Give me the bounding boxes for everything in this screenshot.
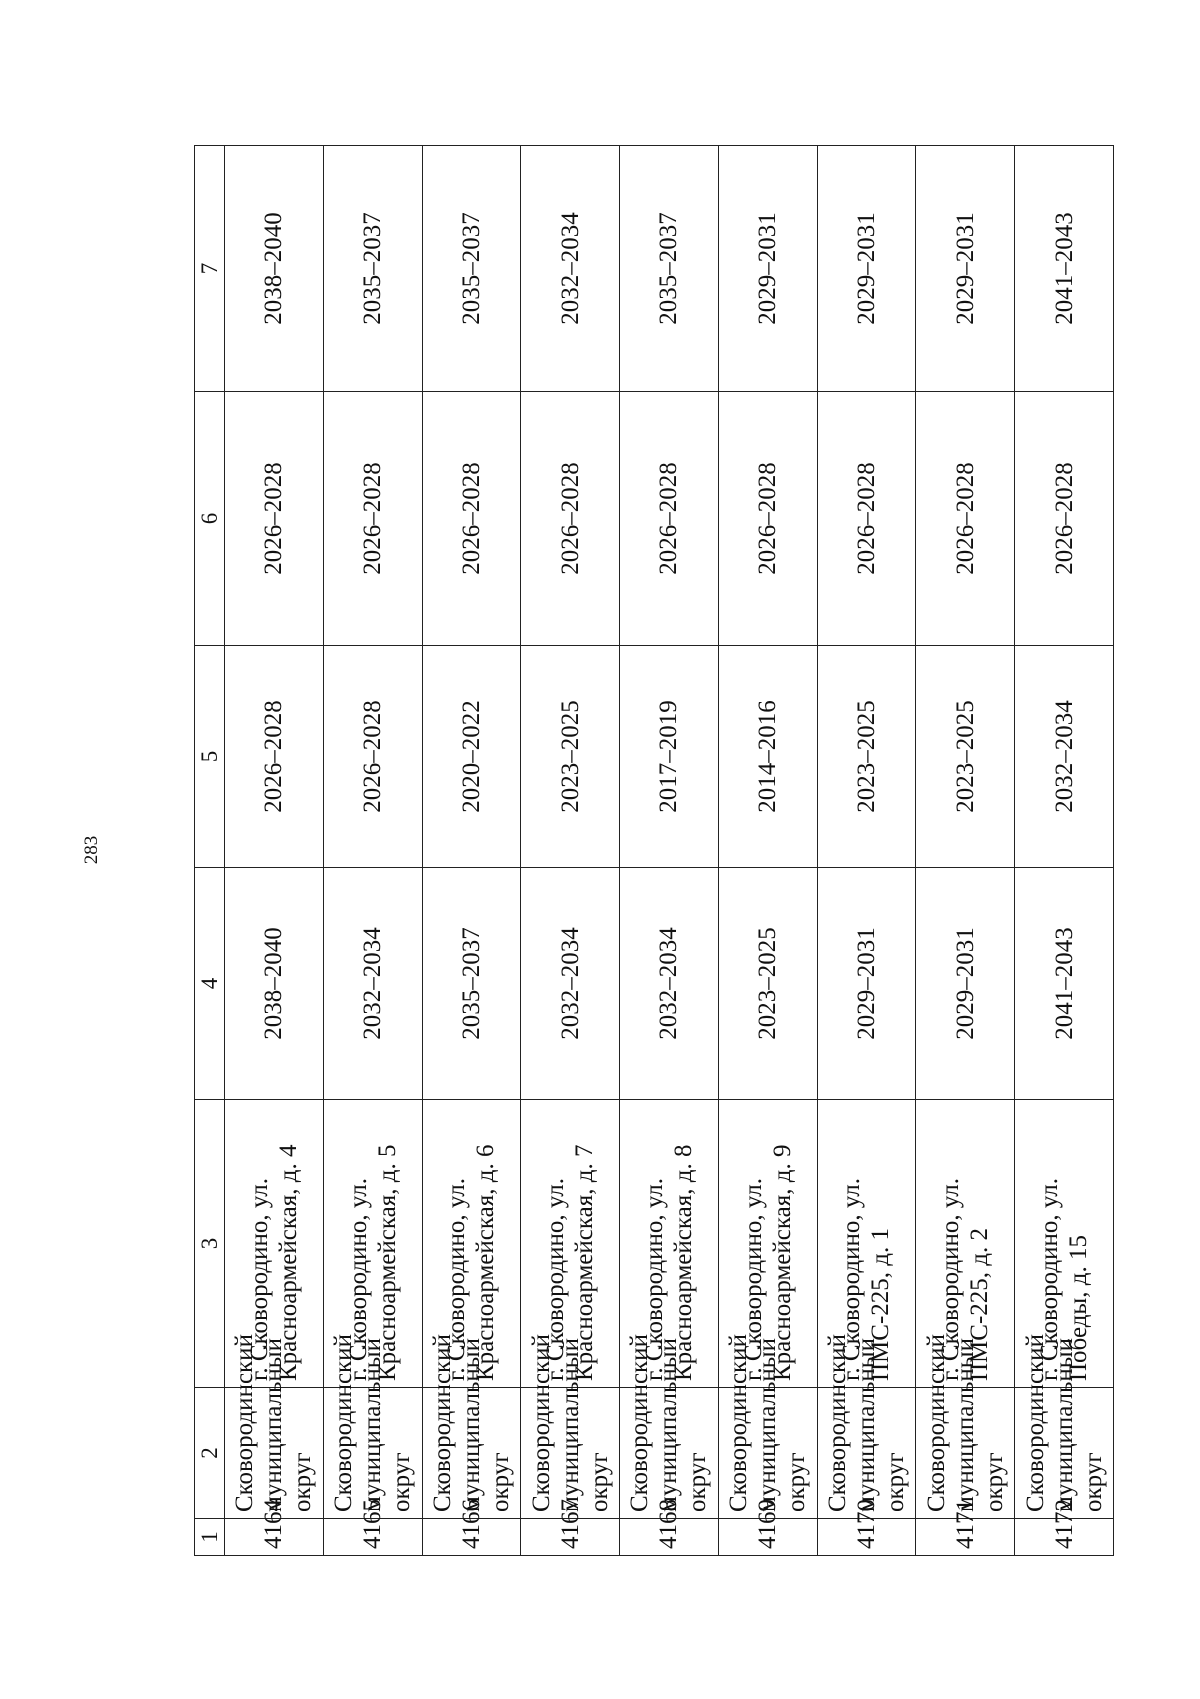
table-row [620,146,719,1556]
column-header: 2 [195,1388,225,1519]
period-cell: 2026–2028 [225,646,324,868]
table-row [225,146,324,1556]
period-cell: 2026–2028 [620,392,719,646]
table-row [521,146,620,1556]
row-number: 4164 [225,1519,324,1556]
address-cell: г. Сковородино, ул. Красноармейская, д. 7 [521,1100,620,1388]
register-table [194,145,1114,1556]
period-cell: 2041–2043 [1015,868,1114,1100]
period-cell: 2041–2043 [1015,146,1114,392]
address-cell: г. Сковородино, ул. Победы, д. 15 [1015,1100,1114,1388]
period-cell: 2032–2034 [521,868,620,1100]
period-cell: 2035–2037 [620,146,719,392]
row-number: 4172 [1015,1519,1114,1556]
table-row [817,146,916,1556]
address-cell: г. Сковородино, ул. Красноармейская, д. 4 [225,1100,324,1388]
row-number: 4169 [718,1519,817,1556]
column-header: 4 [195,868,225,1100]
municipality-cell: Сковородинский муниципальный округ [718,1388,817,1519]
period-cell: 2026–2028 [323,646,422,868]
table-container [194,146,1114,1556]
period-cell: 2032–2034 [1015,646,1114,868]
period-cell: 2035–2037 [323,146,422,392]
period-cell: 2035–2037 [422,868,521,1100]
municipality-cell: Сковородинский муниципальный округ [422,1388,521,1519]
page-number: 283 [81,835,102,865]
period-cell: 2029–2031 [916,868,1015,1100]
row-number: 4165 [323,1519,422,1556]
municipality-cell: Сковородинский муниципальный округ [817,1388,916,1519]
period-cell: 2035–2037 [422,146,521,392]
period-cell: 2026–2028 [817,392,916,646]
column-header: 5 [195,646,225,868]
period-cell: 2026–2028 [916,392,1015,646]
period-cell: 2029–2031 [817,868,916,1100]
municipality-cell: Сковородинский муниципальный округ [323,1388,422,1519]
period-cell: 2029–2031 [817,146,916,392]
period-cell: 2026–2028 [718,392,817,646]
period-cell: 2032–2034 [620,868,719,1100]
table-row [916,146,1015,1556]
period-cell: 2017–2019 [620,646,719,868]
municipality-cell: Сковородинский муниципальный округ [521,1388,620,1519]
period-cell: 2026–2028 [323,392,422,646]
column-header: 6 [195,392,225,646]
row-number: 4170 [817,1519,916,1556]
period-cell: 2020–2022 [422,646,521,868]
period-cell: 2023–2025 [817,646,916,868]
address-cell: г. Сковородино, ул. Красноармейская, д. 6 [422,1100,521,1388]
address-cell: г. Сковородино, ул. Красноармейская, д. 5 [323,1100,422,1388]
address-cell: г. Сковородино, ул. ПМС-225, д. 2 [916,1100,1015,1388]
address-cell: г. Сковородино, ул. ПМС-225, д. 1 [817,1100,916,1388]
period-cell: 2023–2025 [916,646,1015,868]
row-number: 4168 [620,1519,719,1556]
table-row [718,146,817,1556]
period-cell: 2032–2034 [323,868,422,1100]
header-row [195,146,225,1556]
row-number: 4167 [521,1519,620,1556]
municipality-cell: Сковородинский муниципальный округ [916,1388,1015,1519]
row-number: 4171 [916,1519,1015,1556]
municipality-cell: Сковородинский муниципальный округ [1015,1388,1114,1519]
row-number: 4166 [422,1519,521,1556]
column-header: 1 [195,1519,225,1556]
municipality-cell: Сковородинский муниципальный округ [225,1388,324,1519]
period-cell: 2038–2040 [225,868,324,1100]
table-row [1015,146,1114,1556]
period-cell: 2029–2031 [916,146,1015,392]
period-cell: 2023–2025 [718,868,817,1100]
period-cell: 2026–2028 [422,392,521,646]
municipality-cell: Сковородинский муниципальный округ [620,1388,719,1519]
column-header: 3 [195,1100,225,1388]
column-header: 7 [195,146,225,392]
period-cell: 2014–2016 [718,646,817,868]
period-cell: 2026–2028 [1015,392,1114,646]
period-cell: 2026–2028 [225,392,324,646]
period-cell: 2026–2028 [521,392,620,646]
period-cell: 2032–2034 [521,146,620,392]
period-cell: 2023–2025 [521,646,620,868]
address-cell: г. Сковородино, ул. Красноармейская, д. 9 [718,1100,817,1388]
period-cell: 2029–2031 [718,146,817,392]
address-cell: г. Сковородино, ул. Красноармейская, д. 8 [620,1100,719,1388]
table-row [323,146,422,1556]
table-row [422,146,521,1556]
period-cell: 2038–2040 [225,146,324,392]
